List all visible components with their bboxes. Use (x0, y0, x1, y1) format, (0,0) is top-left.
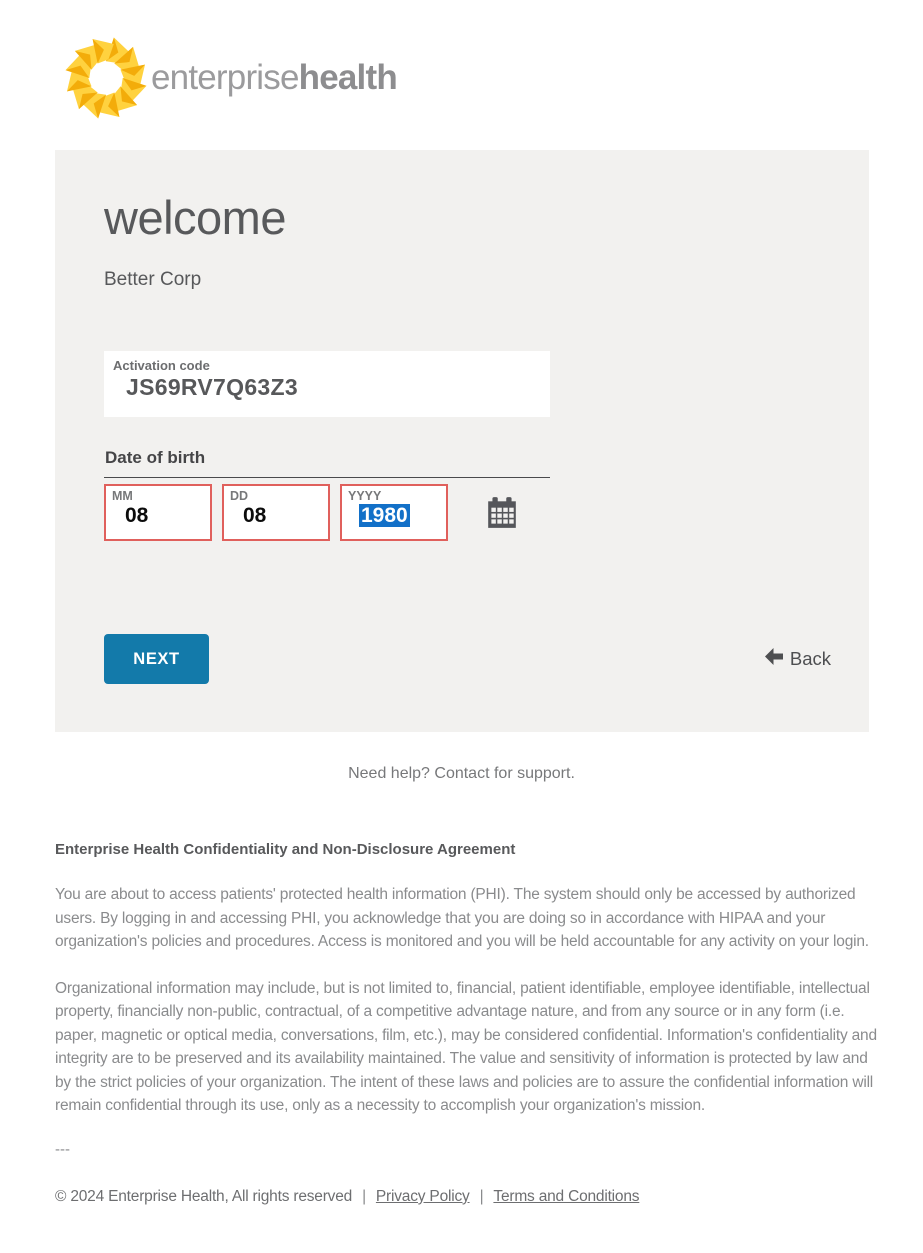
arrow-left-icon (765, 648, 783, 670)
brand-name-bold: health (298, 58, 397, 97)
header (0, 0, 923, 122)
footer-separator: | (362, 1187, 366, 1205)
calendar-icon (485, 518, 519, 533)
date-of-birth-heading: Date of birth (105, 448, 206, 467)
footer (55, 1188, 881, 1206)
page-title: welcome (104, 191, 286, 244)
dob-year-label: YYYY (348, 489, 382, 503)
company-name: Better Corp (104, 269, 202, 290)
terms-and-conditions-link[interactable]: Terms and Conditions (493, 1187, 640, 1205)
activation-code-value: JS69RV7Q63Z3 (126, 374, 298, 400)
back-label: Back (789, 648, 831, 669)
agreement-divider-dashes: --- (55, 1140, 70, 1158)
agreement-paragraph-1: You are about to access patients' protected health information (PHI). The system should only be accessed by authorized users. By logging in and accessing PHI, you acknowledge that you are doing so in accordance with HIPAA and your organization's policies and procedures. Access is monitored and you will be held accountable for any activity on your login. (55, 886, 869, 951)
privacy-policy-link[interactable]: Privacy Policy (375, 1187, 470, 1205)
brand-wordmark (151, 58, 397, 98)
dob-day-label: DD (230, 489, 249, 503)
footer-separator: | (479, 1187, 484, 1205)
dob-day-field[interactable] (222, 484, 330, 541)
back-link[interactable] (765, 648, 831, 670)
dob-month-value: 08 (125, 504, 149, 528)
help-text: Need help? Contact for support. (348, 765, 575, 782)
calendar-picker-button[interactable] (485, 496, 519, 530)
agreement-paragraph-2: Organizational information may include, but is not limited to, financial, patient identifiable, employee identifiable, intellectual property, financially non-public, contractual, of a competitive advantage nature, and from any source or in any form (i.e. paper, magnetic or optical media, conversations, film, etc.), may be considered confidential. Information's confidentiality and integrity are to be preserved and its availability maintained. The value and sensitivity of information is protected by law and by the strict policies of your organization. The intent of these laws and policies are to assure the confidential information will remain confidential through its use, only as a necessity to accomplish your organization's mission. (55, 979, 877, 1115)
date-of-birth-inputs (104, 484, 821, 541)
dob-month-label: MM (112, 489, 133, 503)
next-button[interactable]: NEXT (104, 634, 209, 684)
welcome-panel (55, 150, 869, 732)
confidentiality-agreement (55, 841, 881, 1158)
dob-month-field[interactable] (104, 484, 212, 541)
copyright-text: © 2024 Enterprise Health, All rights reserved (55, 1187, 353, 1205)
brand-name-light: enterprise (151, 58, 299, 97)
date-of-birth-divider (104, 477, 550, 478)
activation-code-label: Activation code (113, 358, 210, 373)
form-actions (104, 634, 831, 684)
enterprise-health-sun-logo-icon (62, 34, 150, 122)
activation-code-field[interactable] (104, 351, 550, 417)
agreement-heading: Enterprise Health Confidentiality and Non-Disclosure Agreement (55, 841, 516, 858)
dob-year-field[interactable] (340, 484, 448, 541)
dob-day-value: 08 (243, 504, 267, 528)
dob-year-value: 1980 (361, 504, 408, 528)
